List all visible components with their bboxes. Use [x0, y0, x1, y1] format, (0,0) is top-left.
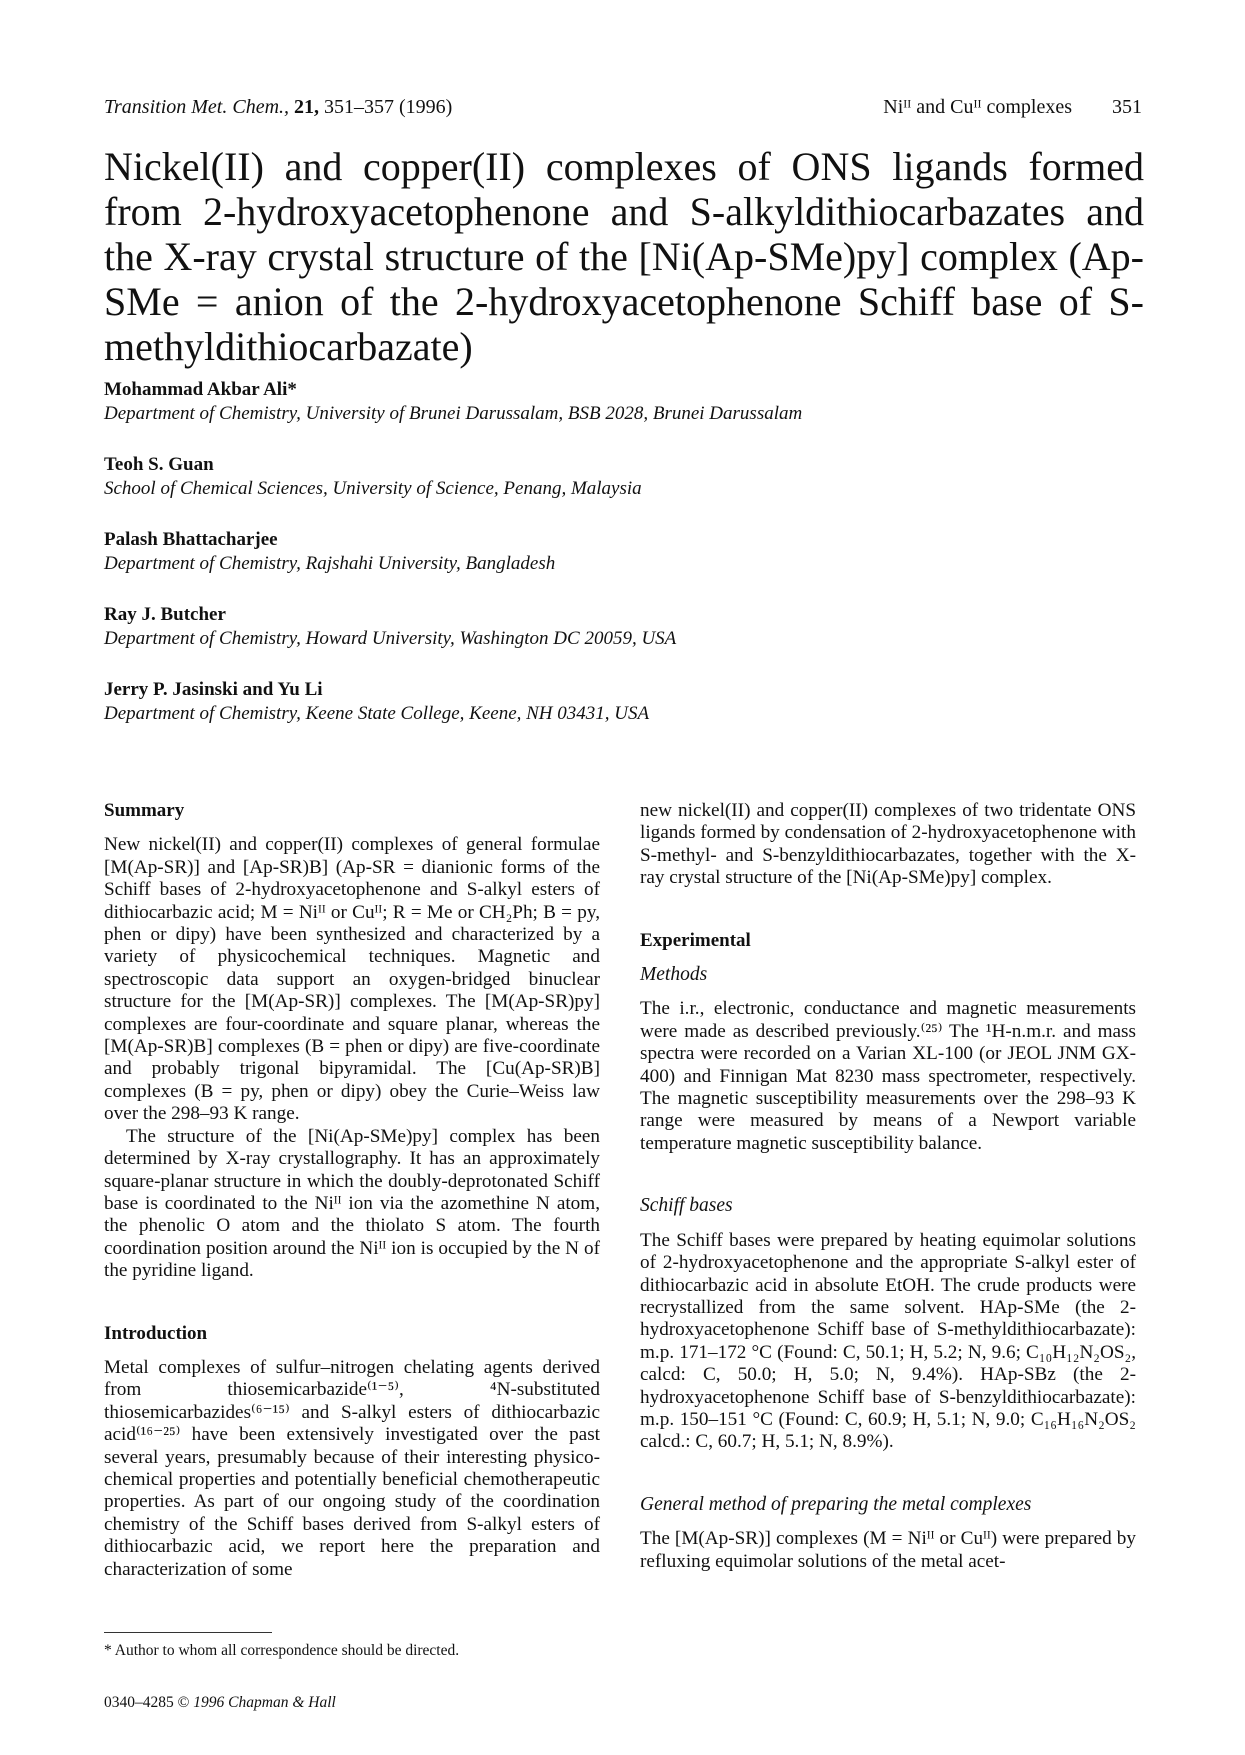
running-section: Niᴵᴵ and Cuᴵᴵ complexes [883, 96, 1072, 118]
schiff-bases-heading: Schiff bases [640, 1195, 733, 1217]
footnote-rule [104, 1632, 272, 1633]
author-name: Ray J. Butcher [104, 604, 226, 625]
journal-volume: 21, [294, 96, 320, 118]
author-affiliation: Department of Chemistry, Howard University, Washington DC 20059, USA [104, 628, 677, 649]
author-name: Mohammad Akbar Ali* [104, 379, 297, 400]
summary-paragraph-1: New nickel(II) and copper(II) complexes of general formulae [M(Ap-SR)] and [Ap-SR)B] (Ap-SR = dianionic forms of the Schiff bases of 2-hydroxyacetophenone and S-alkyl esters of dithiocarbazic acid; M = Niᴵᴵ or Cuᴵᴵ; R = Me or CH₂Ph; B = py, phen or dipy) have been synthesized and characterized by a variety of physicochemical techniques. Magnetic and spectroscopic data support an oxygen-bridged binuclear structure for the [M(Ap-SR)] complexes. The [M(Ap-SR)py] complexes are four-coordinate and square planar, whereas the [M(Ap-SR)B] complexes (B = phen or dipy) are five-coordinate and probably trigonal bipyramidal. The [Cu(Ap-SR)B] complexes (B = py, phen or dipy) obey the Curie–Weiss law over the 298–93 K range. [104, 834, 600, 1125]
publisher: 1996 Chapman & Hall [193, 1694, 336, 1711]
author-block [104, 603, 1144, 651]
author-affiliation: Department of Chemistry, Keene State College, Keene, NH 03431, USA [104, 703, 650, 724]
journal-name: Transition Met. Chem., [104, 96, 290, 118]
section-page [883, 96, 1142, 119]
page-number: 351 [1112, 96, 1142, 118]
introduction-paragraph-1: Metal complexes of sulfur–nitrogen chelating agents derived from thiosemicarbazide⁽¹⁻⁵⁾, ⁴N-substituted thiosemicarbazides⁽⁶⁻¹⁵⁾ and S-alkyl esters of dithiocarbazic acid⁽¹⁶⁻²⁵⁾ have been extensively investigated over the past several years, presumably because of their interesting physico-chemical properties and potentially beneficial chemotherapeutic properties. As part of our ongoing study of the coordination chemistry of the Schiff bases derived from S-alkyl esters of dithiocarbazic acid, we report here the preparation and characterization of some [104, 1356, 600, 1580]
general-method-paragraph: The [M(Ap-SR)] complexes (M = Niᴵᴵ or Cuᴵᴵ) were prepared by refluxing equimolar solutions of the metal acet- [640, 1528, 1136, 1572]
author-affiliation: Department of Chemistry, Rajshahi University, Bangladesh [104, 553, 556, 574]
summary-heading: Summary [104, 800, 185, 821]
article-title: Nickel(II) and copper(II) complexes of ONS ligands formed from 2-hydroxyacetophenone and S-alkyldithiocarbazates and the X-ray crystal structure of the [Ni(Ap-SMe)py] complex (Ap-SMe = anion of the 2-hydroxyacetophenone Schiff base of S-methyldithiocarbazate) [104, 144, 1144, 369]
journal-citation [104, 96, 452, 119]
right-column [640, 800, 1136, 1573]
footnote: * Author to whom all correspondence should be directed. [104, 1642, 460, 1659]
author-affiliation: School of Chemical Sciences, University of Science, Penang, Malaysia [104, 478, 642, 499]
methods-paragraph: The i.r., electronic, conductance and magnetic measurements were made as described previously.⁽²⁵⁾ The ¹H-n.m.r. and mass spectra were recorded on a Varian XL-100 (or JEOL JNM GX-400) and Finnigan Mat 8230 mass spectrometer, respectively. The magnetic susceptibility measurements over the 298–93 K range were measured by means of a Newport variable temperature magnetic susceptibility balance. [640, 998, 1136, 1154]
author-affiliation: Department of Chemistry, University of Brunei Darussalam, BSB 2028, Brunei Darussalam [104, 403, 803, 424]
running-head [104, 96, 1142, 126]
introduction-heading: Introduction [104, 1322, 208, 1344]
summary-paragraph-2: The structure of the [Ni(Ap-SMe)py] complex has been determined by X-ray crystallography. It has an approximately square-planar structure in which the doubly-deprotonated Schiff base is coordinated to the Niᴵᴵ ion via the azomethine N atom, the phenolic O atom and the thiolato S atom. The fourth coordination position around the Niᴵᴵ ion is occupied by the N of the pyridine ligand. [104, 1125, 600, 1282]
issn-code: 0340–4285 © [104, 1694, 190, 1711]
introduction-paragraph-1-continued: new nickel(II) and copper(II) complexes of two tridentate ONS ligands formed by condensation of 2-hydroxyacetophenone with S-methyl- and S-benzyldithiocarbazates, together with the X-ray crystal structure of the [Ni(Ap-SMe)py] complex. [640, 800, 1136, 889]
experimental-heading: Experimental [640, 929, 751, 951]
author-name: Palash Bhattacharjee [104, 529, 278, 550]
author-name: Jerry P. Jasinski and Yu Li [104, 679, 323, 700]
methods-heading: Methods [640, 964, 708, 986]
author-name: Teoh S. Guan [104, 454, 214, 475]
general-method-heading: General method of preparing the metal complexes [640, 1493, 1032, 1515]
copyright-line [104, 1694, 336, 1712]
journal-pages-year: 351–357 (1996) [324, 96, 453, 118]
author-block [104, 678, 1144, 726]
author-block [104, 378, 1144, 426]
schiff-bases-paragraph: The Schiff bases were prepared by heating equimolar solutions of 2-hydroxyacetophenone and the appropriate S-alkyl ester of dithiocarbazic acid in absolute EtOH. The crude products were recrystallized from the same solvent. HAp-SMe (the 2-hydroxyacetophenone Schiff base of S-methyldithiocarbazate): m.p. 171–172 °C (Found: C, 50.1; H, 5.2; N, 9.6; C₁₀H₁₂N₂OS₂, calcd: C, 50.0; H, 5.0; N, 9.4%). HAp-SBz (the 2-hydroxyacetophenone Schiff base of S-benzyldithiocarbazate): m.p. 150–151 °C (Found: C, 60.9; H, 5.1; N, 9.0; C₁₆H₁₆N₂OS₂ calcd.: C, 60.7; H, 5.1; N, 8.9%). [640, 1229, 1136, 1453]
author-list [104, 378, 1144, 753]
author-block [104, 528, 1144, 576]
author-block [104, 453, 1144, 501]
left-column [104, 800, 600, 1581]
